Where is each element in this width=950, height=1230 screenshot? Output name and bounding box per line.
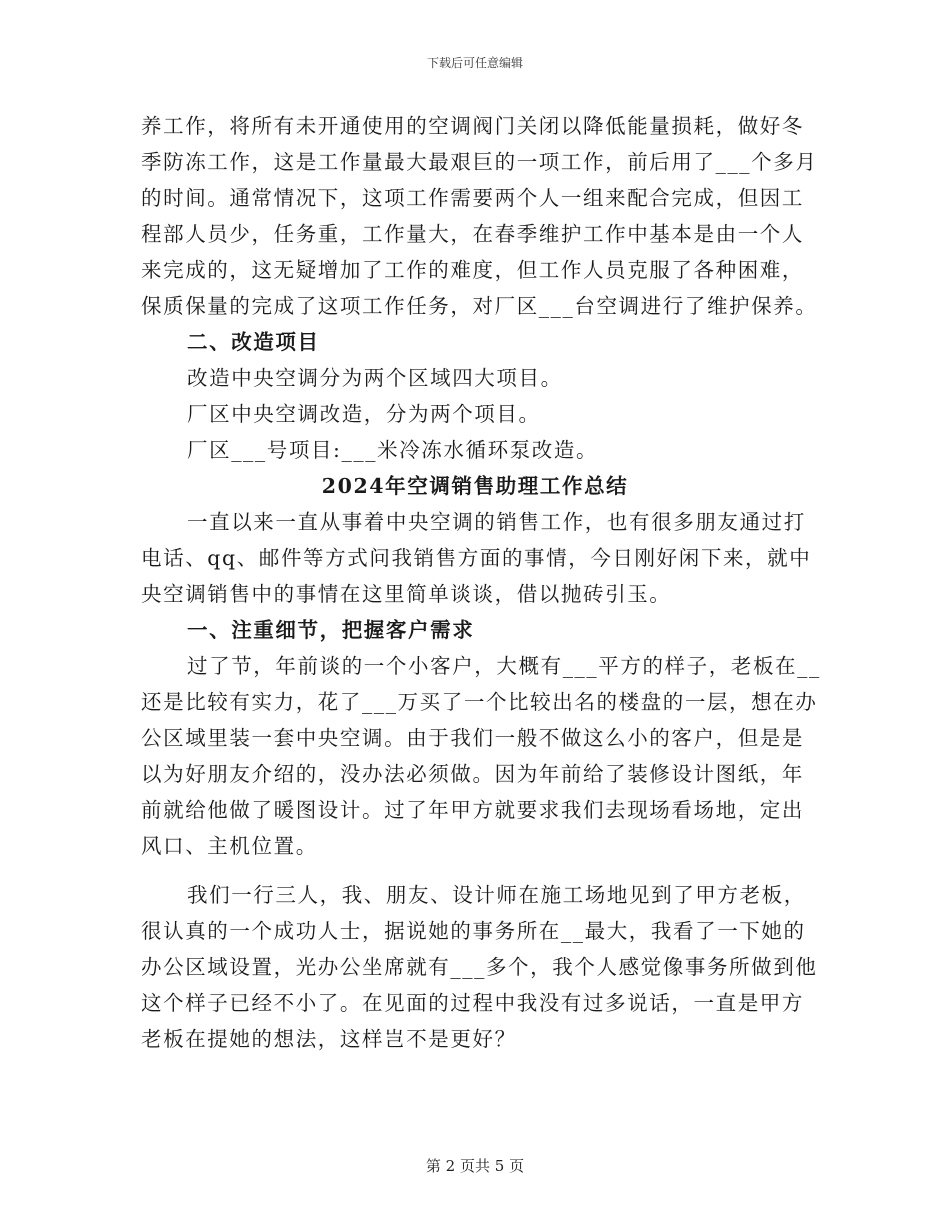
paragraph-line: 办公区域设置，光办公坐席就有___多个，我个人感觉像事务所做到他 [141,955,818,979]
paragraph-line: 的时间。通常情况下，这项工作需要两个人一组来配合完成，但因工 [141,186,804,210]
page-header: 下载后可任意编辑 [426,56,523,70]
paragraph-line: 以为好朋友介绍的，没办法必须做。因为年前给了装修设计图纸，年 [141,762,804,786]
paragraph-line: 央空调销售中的事情在这里简单谈谈，借以抛砖引玉。 [141,582,672,606]
paragraph-line: 风口、主机位置。 [141,834,318,858]
section-heading: 二、改造项目 [187,330,320,354]
paragraph-line: 一直以来一直从事着中央空调的销售工作，也有很多朋友通过打 [187,510,806,534]
paragraph-line: 很认真的一个成功人士，据说她的事务所在__最大，我看了一下她的 [141,919,806,943]
paragraph-line: 厂区___号项目:___米冷冻水循环泵改造。 [187,438,599,462]
paragraph-line: 公区域里装一套中央空调。由于我们一般不做这么小的客户，但是是 [141,726,804,750]
paragraph-line: 改造中央空调分为两个区域四大项目。 [187,366,563,390]
paragraph-line: 过了节，年前谈的一个小客户，大概有___平方的样子，老板在__ [187,654,821,678]
paragraph-line: 厂区中央空调改造，分为两个项目。 [187,402,541,426]
paragraph-line: 程部人员少，任务重，工作量大，在春季维护工作中基本是由一个人 [141,222,804,246]
paragraph-line: 养工作，将所有未开通使用的空调阀门关闭以降低能量损耗，做好冬 [141,114,804,138]
section-heading: 一、注重细节，把握客户需求 [187,618,475,642]
paragraph-line: 这个样子已经不小了。在见面的过程中我没有过多说话，一直是甲方 [141,991,804,1015]
paragraph-line: 还是比较有实力，花了___万买了一个比较出名的楼盘的一层，想在办 [141,690,818,714]
paragraph-line: 电话、qq、邮件等方式问我销售方面的事情，今日刚好闲下来，就中 [141,546,812,570]
page-number: 第 2 页共 5 页 [425,1157,525,1175]
paragraph-line: 前就给他做了暖图设计。过了年甲方就要求我们去现场看场地，定出 [141,798,804,822]
paragraph-line: 来完成的，这无疑增加了工作的难度，但工作人员克服了各种困难， [141,258,804,282]
document-body [141,108,821,1057]
paragraph-line: 保质保量的完成了这项工作任务，对厂区___台空调进行了维护保养。 [141,294,818,318]
article-title: 2024年空调销售助理工作总结 [321,474,629,498]
paragraph-line: 我们一行三人，我、朋友、设计师在施工场地见到了甲方老板， [187,883,806,907]
paragraph-line: 老板在提她的想法，这样岂不是更好？ [141,1027,517,1051]
paragraph-line: 季防冻工作，这是工作量最大最艰巨的一项工作，前后用了___个多月 [141,150,818,174]
